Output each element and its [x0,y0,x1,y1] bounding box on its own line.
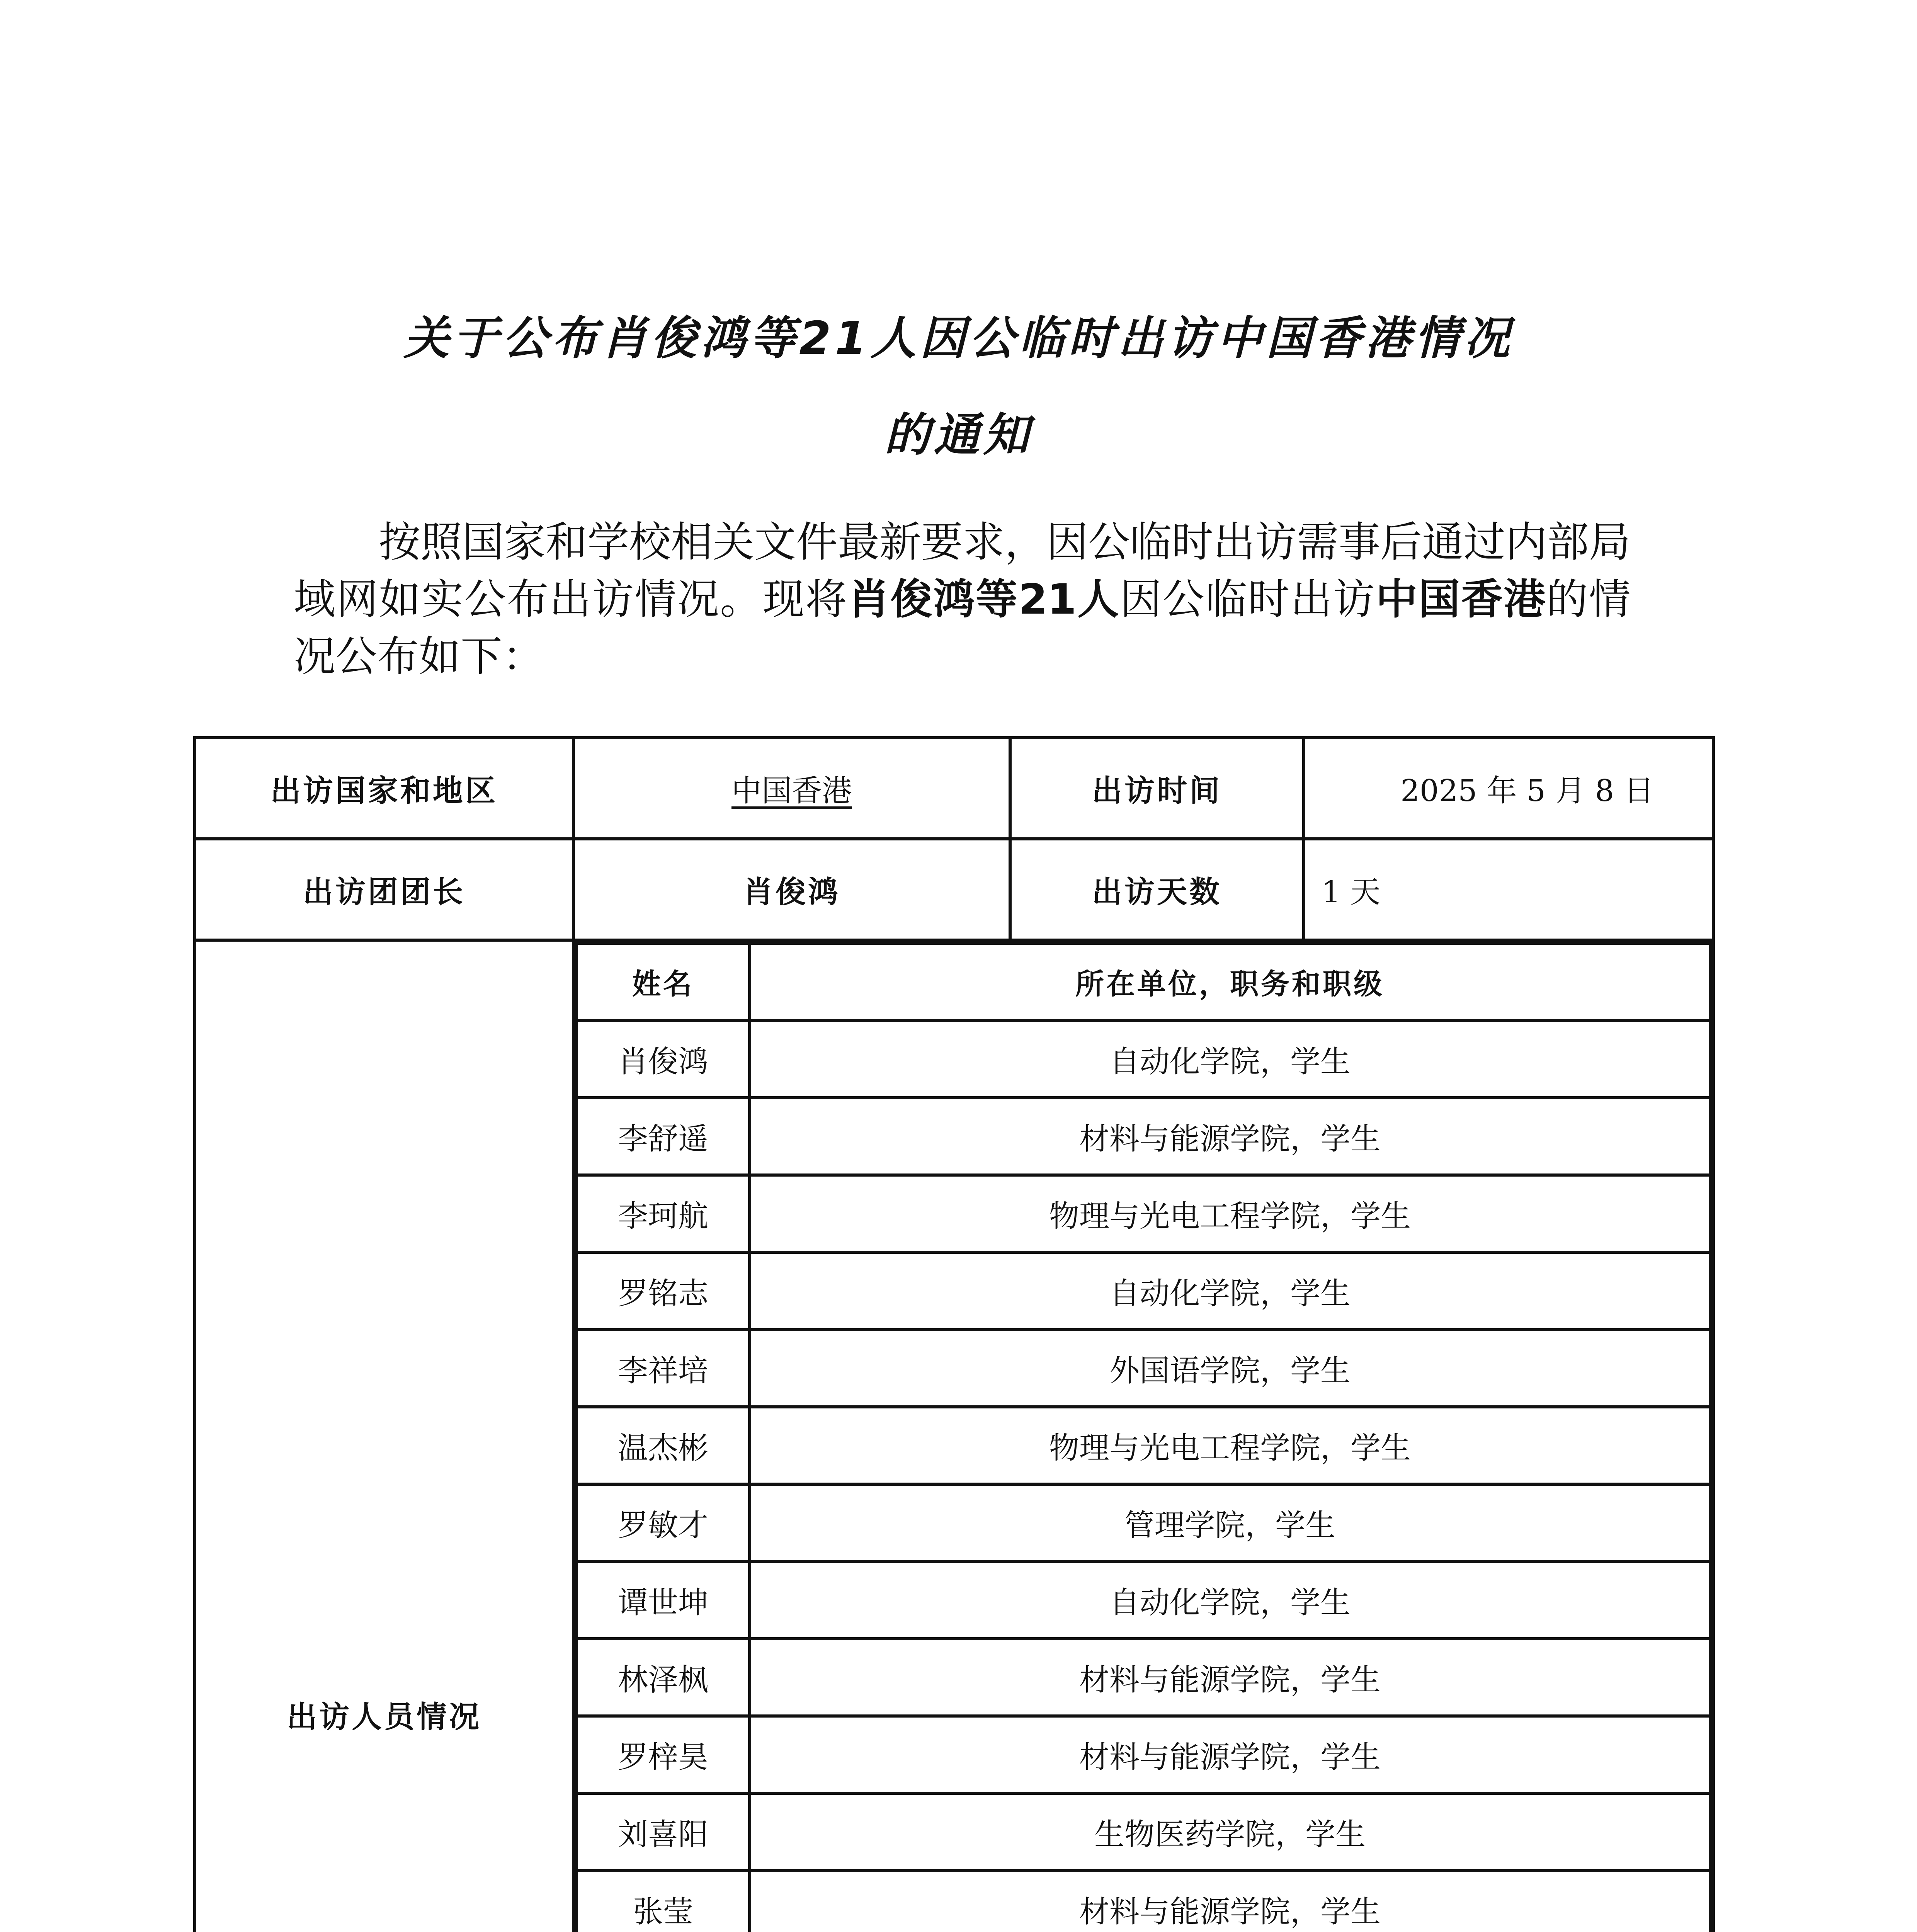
table-row [577,1793,1710,1871]
unit-header: 所在单位，职务和职级 [750,943,1710,1020]
member-name: 肖俊鸿 [577,1020,750,1098]
leader-value: 肖俊鸿 [573,839,1010,940]
members-header-row [577,943,1710,1020]
table-row [577,1175,1710,1252]
member-unit: 物理与光电工程学院，学生 [750,1175,1710,1252]
intro-bold-region: 中国香港 [1376,575,1546,624]
member-unit: 自动化学院，学生 [750,1252,1710,1330]
region-value-text: 中国香港 [731,774,852,808]
members-row [195,940,1713,1932]
name-header: 姓名 [577,943,750,1020]
table-row [577,1639,1710,1716]
intro-text-3: 的情况公布如下： [294,575,1631,681]
table-row [577,1407,1710,1484]
visit-info-table [193,736,1715,1932]
intro-paragraph [294,514,1631,685]
region-label: 出访国家和地区 [195,738,573,839]
time-label: 出访时间 [1010,738,1304,839]
member-name: 温杰彬 [577,1407,750,1484]
member-name: 林泽枫 [577,1639,750,1716]
table-row [577,1098,1710,1175]
member-name: 罗铭志 [577,1252,750,1330]
member-name: 罗敏才 [577,1484,750,1561]
member-unit: 生物医药学院，学生 [750,1793,1710,1871]
leader-label: 出访团团长 [195,839,573,940]
member-name: 张莹 [577,1871,750,1932]
table-row [577,1020,1710,1098]
member-unit: 自动化学院，学生 [750,1020,1710,1098]
leader-row [195,839,1713,940]
table-row [577,1252,1710,1330]
member-unit: 自动化学院，学生 [750,1561,1710,1639]
intro-bold-names: 肖俊鸿等21人 [848,575,1120,624]
member-name: 李祥培 [577,1330,750,1407]
table-row [577,1330,1710,1407]
table-row [577,1716,1710,1793]
member-unit: 材料与能源学院，学生 [750,1716,1710,1793]
members-cell [573,940,1713,1932]
member-name: 李舒遥 [577,1098,750,1175]
member-name: 刘喜阳 [577,1793,750,1871]
member-name: 罗梓昊 [577,1716,750,1793]
member-name: 李珂航 [577,1175,750,1252]
document-title-line-1: 关于公布肖俊鸿等21人因公临时出访中国香港情况 [403,311,1514,365]
member-unit: 物理与光电工程学院，学生 [750,1407,1710,1484]
table-row [577,1561,1710,1639]
members-label: 出访人员情况 [195,940,573,1932]
days-label: 出访天数 [1010,839,1304,940]
document-title-line-2: 的通知 [884,408,1033,461]
members-table [575,942,1712,1932]
member-unit: 材料与能源学院，学生 [750,1639,1710,1716]
table-row [577,1871,1710,1932]
intro-text-2: 因公临时出访 [1120,575,1376,624]
region-value [573,738,1010,839]
region-row [195,738,1713,839]
intro-text-1: 按照国家和学校相关文件最新要求，因公临时出访需事后通过内部局域网如实公布出访情况。现将 [294,518,1631,624]
member-name: 谭世坤 [577,1561,750,1639]
member-unit: 外国语学院，学生 [750,1330,1710,1407]
member-unit: 材料与能源学院，学生 [750,1098,1710,1175]
time-value: 2025 年 5 月 8 日 [1304,738,1713,839]
days-value: 1 天 [1304,839,1713,940]
member-unit: 管理学院，学生 [750,1484,1710,1561]
member-unit: 材料与能源学院，学生 [750,1871,1710,1932]
table-row [577,1484,1710,1561]
